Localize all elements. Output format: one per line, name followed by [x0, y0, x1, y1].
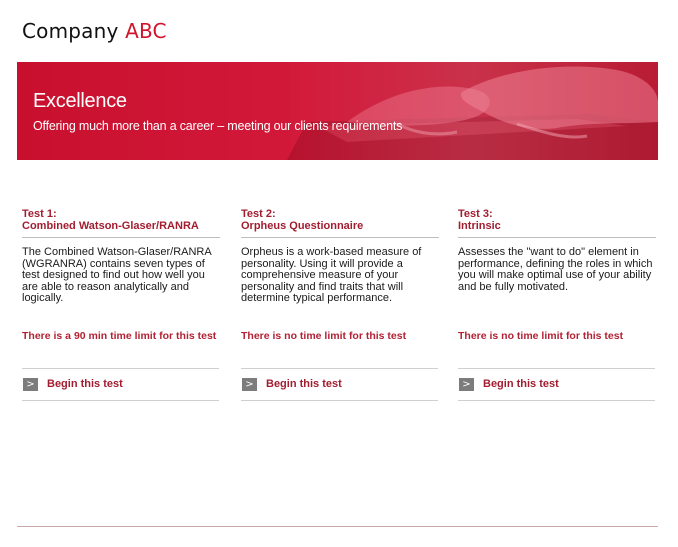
begin-test-label: Begin this test [47, 378, 123, 390]
test-name: Intrinsic [458, 220, 501, 232]
begin-test-label: Begin this test [483, 378, 559, 390]
logo-accent-text: ABC [125, 19, 167, 43]
test-heading [458, 208, 656, 238]
arrow-right-icon: > [459, 378, 474, 391]
begin-test-button[interactable] [22, 368, 219, 401]
footer-divider [17, 526, 658, 527]
arrow-right-icon: > [242, 378, 257, 391]
test-card-3 [458, 208, 656, 390]
begin-test-label: Begin this test [266, 378, 342, 390]
test-card-2 [241, 208, 439, 390]
time-limit-note: There is no time limit for this test [241, 330, 407, 342]
logo-text: Company [22, 19, 119, 43]
test-number: Test 1: [22, 208, 57, 220]
test-number: Test 3: [458, 208, 493, 220]
company-logo [22, 19, 167, 43]
banner-title: Excellence [33, 90, 127, 112]
test-name: Orpheus Questionnaire [241, 220, 364, 232]
laptop-hands-illustration [287, 62, 658, 160]
test-description: Orpheus is a work-based measure of personality. Using it will provide a comprehensive measure of your personality and find traits that will determine typical performance. [241, 246, 422, 304]
arrow-right-icon: > [23, 378, 38, 391]
test-description: The Combined Watson-Glaser/RANRA (WGRANRA) contains seven types of test designed to find out how well you are able to reason analytically and logically. [22, 246, 212, 304]
hero-banner [17, 62, 658, 160]
test-number: Test 2: [241, 208, 276, 220]
test-card-1 [22, 208, 220, 390]
test-heading [241, 208, 439, 238]
begin-test-button[interactable] [458, 368, 655, 401]
begin-test-button[interactable] [241, 368, 438, 401]
time-limit-note: There is a 90 min time limit for this test [22, 330, 217, 342]
test-description: Assesses the "want to do" element in performance, defining the roles in which you will make optimal use of your ability and be fully motivated. [458, 246, 653, 293]
banner-subtitle: Offering much more than a career – meeting our clients requirements [33, 119, 403, 133]
test-heading [22, 208, 220, 238]
time-limit-note: There is no time limit for this test [458, 330, 624, 342]
test-name: Combined Watson-Glaser/RANRA [22, 220, 199, 232]
